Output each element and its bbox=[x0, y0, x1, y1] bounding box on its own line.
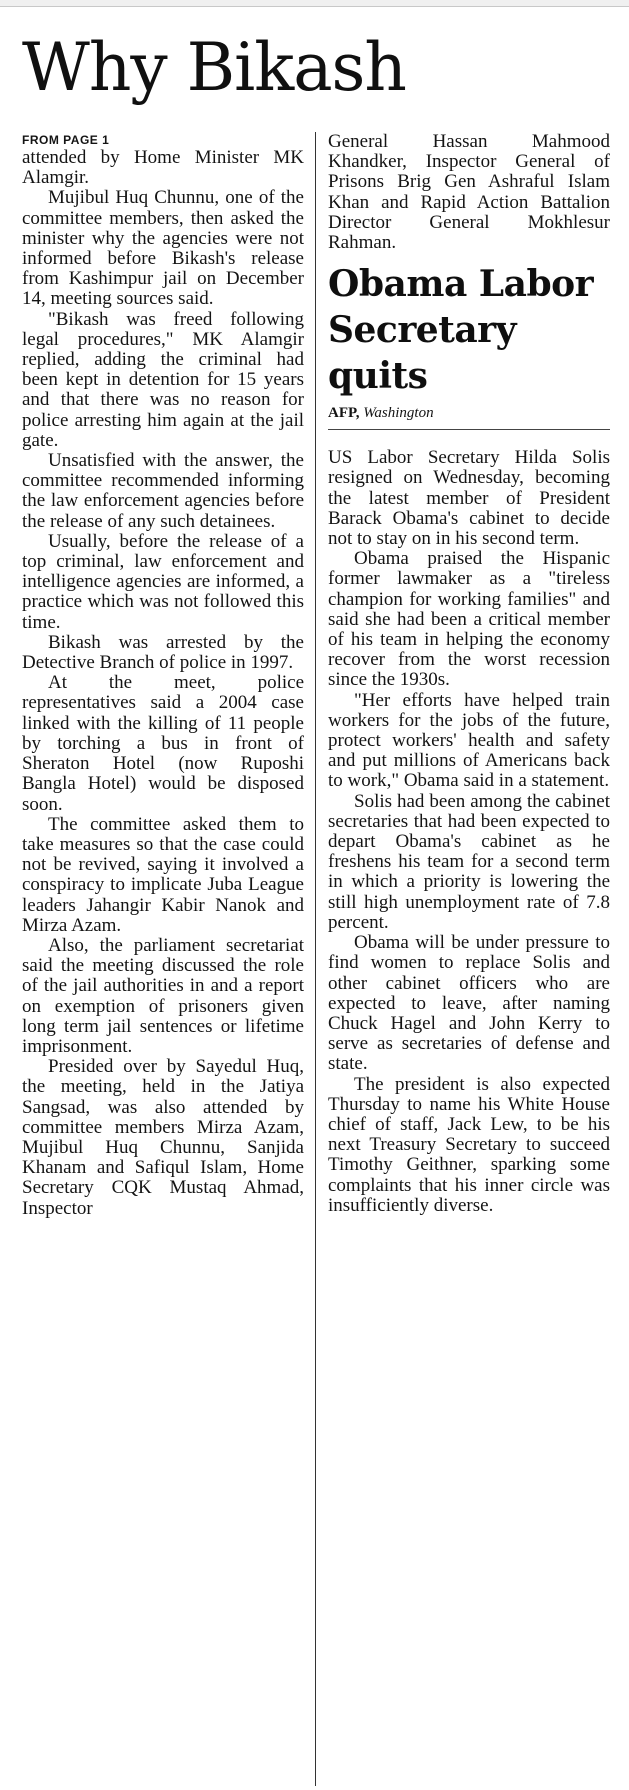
paragraph: Mujibul Huq Chunnu, one of the committee members, then asked the minister why the agencies were not informed before Bikash's release from Kashimpur jail on December 14, meeting sources said. bbox=[22, 187, 304, 310]
byline-place: Washington bbox=[363, 405, 434, 422]
left-column bbox=[22, 132, 304, 1219]
paragraph: Bikash was arrested by the Detective Branch of police in 1997. bbox=[22, 631, 304, 674]
paragraph: attended by Home Minister MK Alamgir. bbox=[22, 147, 304, 189]
column-rule bbox=[315, 132, 316, 1786]
page-headline: Why Bikash bbox=[22, 29, 406, 106]
paragraph: US Labor Secretary Hilda Solis resigned on Wednesday, becoming the latest member of President Barack Obama's cabinet to decide not to stay on in his second term. bbox=[328, 447, 610, 550]
paragraph: Presided over by Sayedul Huq, the meeting, held in the Jatiya Sangsad, was also attended by committee members Mirza Azam, Mujibul Huq Chunnu, Sanjida Khanam and Safiqul Islam, Home Secretary CQK Mustaq Ahmad, Inspector bbox=[22, 1056, 304, 1219]
paragraph: Also, the parliament secretariat said the meeting discussed the role of the jail authorities in and a report on exemption of prisoners given long term jail sentences or lifetime imprisonment. bbox=[22, 934, 304, 1057]
paragraph: Usually, before the release of a top criminal, law enforcement and intelligence agencies are informed, a practice which was not followed this time. bbox=[22, 530, 304, 633]
continued-paragraph: General Hassan Mahmood Khandker, Inspector General of Prisons Brig Gen Ashraful Islam Khan and Rapid Action Battalion Director General Mokhlesur Rahman. bbox=[328, 131, 610, 254]
paragraph: Obama will be under pressure to find women to replace Solis and other cabinet officers who are expected to leave, after naming Chuck Hagel and John Kerry to serve as secretaries of defense and state. bbox=[328, 932, 610, 1075]
paragraph: "Bikash was freed following legal procedures," MK Alamgir replied, adding the criminal had been kept in detention for 15 years and that there was no reason for police arresting him again at the jail gate. bbox=[22, 308, 304, 451]
byline-agency: AFP, bbox=[328, 405, 360, 422]
paragraph: Obama praised the Hispanic former lawmaker as a "tireless champion for working families" and said she had been a critical member of his team in helping the economy recover from the worst recession since the 1930s. bbox=[328, 548, 610, 691]
paragraph: At the meet, police representatives said a 2004 case linked with the killing of 11 people by torching a bus in front of Sheraton Hotel (now Ruposhi Bangla Hotel) would be disposed soon. bbox=[22, 672, 304, 815]
paragraph: Solis had been among the cabinet secretaries that had been expected to depart Obama's cabinet as he freshens his team for a second term in which a priority is lowering the still high unemployment rate of 7.8 percent. bbox=[328, 790, 610, 933]
cropped-top-strip bbox=[0, 0, 629, 7]
right-column bbox=[328, 132, 610, 1216]
paragraph: The president is also expected Thursday to name his White House chief of staff, Jack Lew, to be his next Treasury Secretary to succeed Timothy Geithner, sparking some complaints that his inner circle was insufficiently diverse. bbox=[328, 1073, 610, 1216]
paragraph: "Her efforts have helped train workers for the jobs of the future, protect workers' health and safety and put millions of Americans back to work," Obama said in a statement. bbox=[328, 689, 610, 792]
paragraph: The committee asked them to take measures so that the case could not be revived, saying it involved a conspiracy to implicate Juba League leaders Jahangir Kabir Nanok and Mirza Azam. bbox=[22, 813, 304, 936]
paragraph: Unsatisfied with the answer, the committee recommended informing the law enforcement agencies before the release of any such detainees. bbox=[22, 450, 304, 532]
jump-label: FROM PAGE 1 bbox=[22, 133, 110, 147]
story-headline: Obama Labor Secretary quits bbox=[328, 263, 594, 398]
byline bbox=[328, 403, 610, 430]
